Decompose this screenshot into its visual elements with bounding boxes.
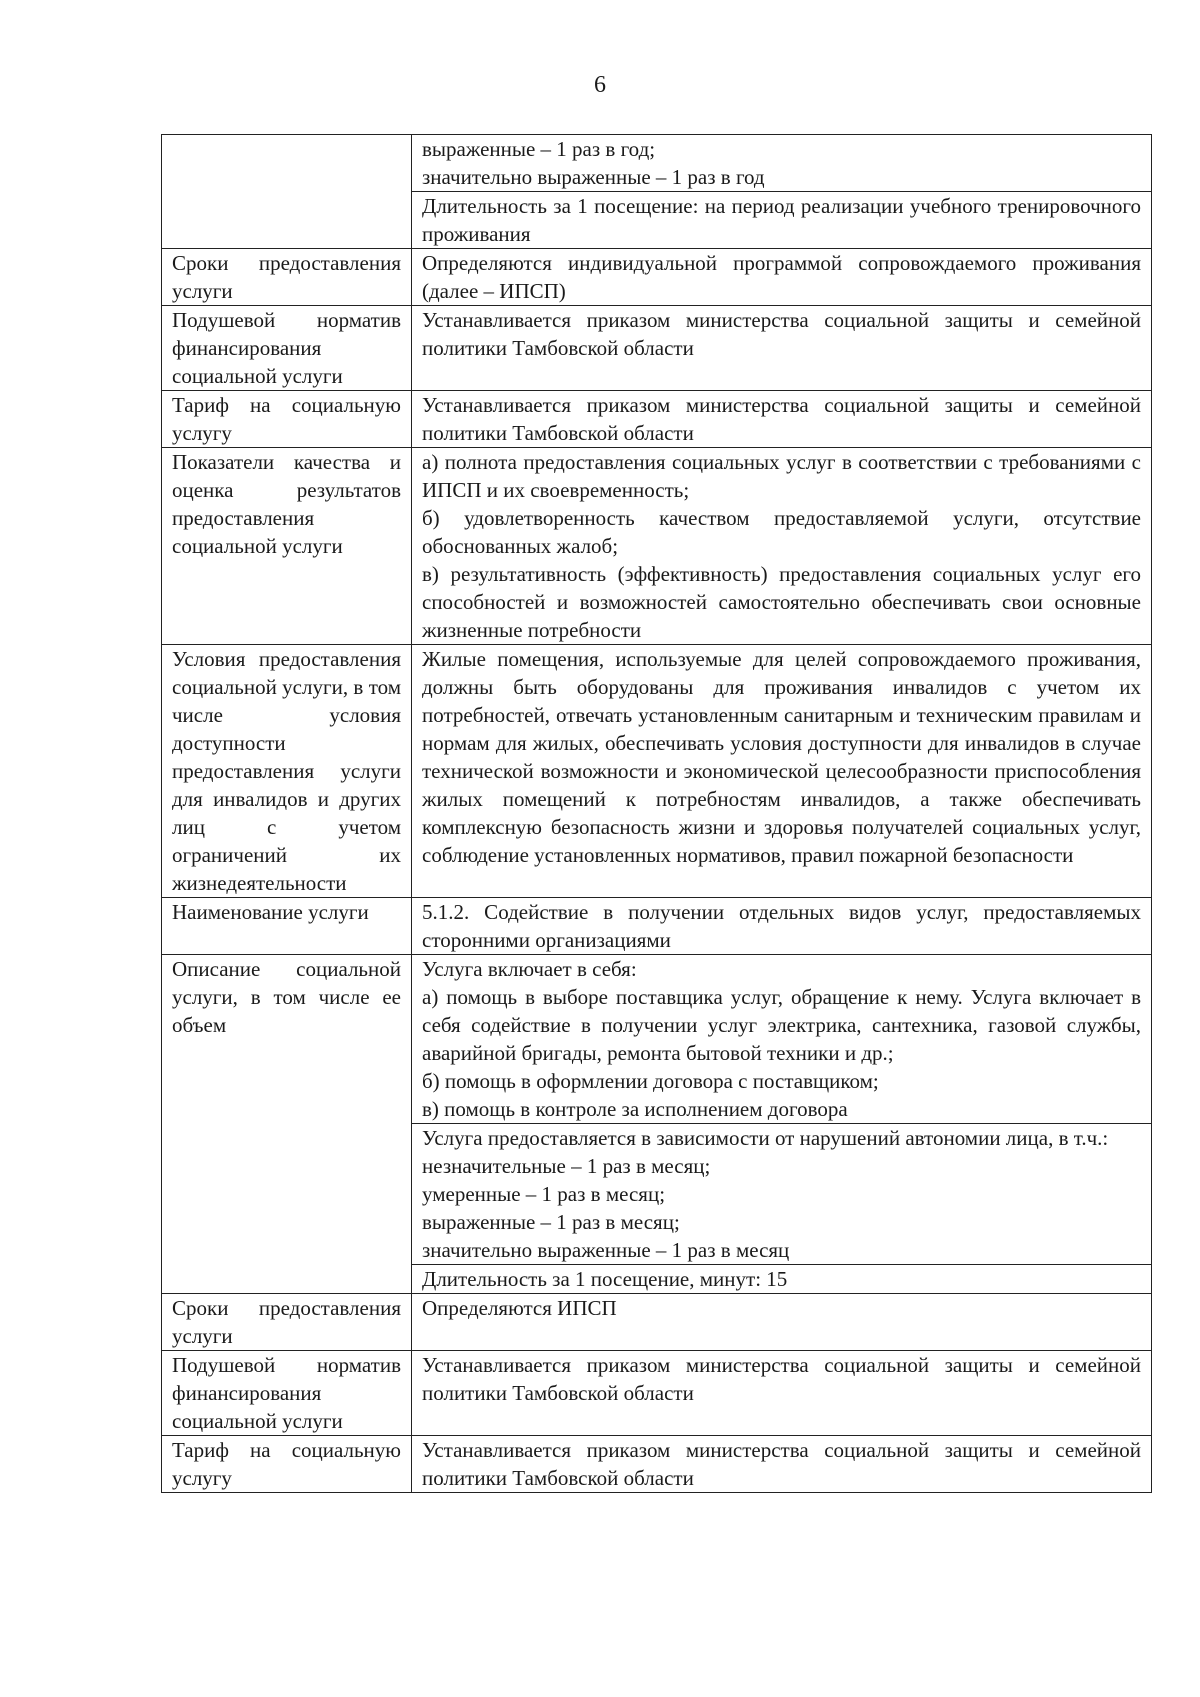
- row-label: Наименование услуги: [162, 898, 412, 955]
- table-row: [162, 955, 1152, 1124]
- row-value: Определяются ИПСП: [412, 1294, 1152, 1351]
- table-row: [162, 306, 1152, 391]
- duration-cell: Длительность за 1 посещение, минут: 15: [412, 1265, 1152, 1294]
- frequency-cell: [412, 135, 1152, 192]
- service-table: [161, 134, 1152, 1493]
- includes-heading: Услуга включает в себя:: [422, 957, 637, 981]
- list-item: а) помощь в выборе поставщика услуг, обращение к нему. Услуга включает в себя содействие в получении услуг электрика, сантехника, газовой службы, аварийной бригады, ремонта бытовой техники и др.;: [422, 985, 1141, 1065]
- frequency-line: значительно выраженные – 1 раз в год: [422, 165, 765, 189]
- table-row: [162, 1436, 1152, 1493]
- list-item: б) удовлетворенность качеством предоставляемой услуги, отсутствие обоснованных жалоб;: [422, 506, 1141, 558]
- row-value: Определяются индивидуальной программой сопровождаемого проживания (далее – ИПСП): [412, 249, 1152, 306]
- row-label: Тариф на социальную услугу: [162, 391, 412, 448]
- page-number: 6: [594, 72, 606, 98]
- row-label: Показатели качества и оценка результатов предоставления социальной услуги: [162, 448, 412, 645]
- table-row: [162, 645, 1152, 898]
- list-item: в) результативность (эффективность) предоставления социальных услуг его способностей и возможностей самостоятельно обеспечивать свои основные жизненные потребности: [422, 562, 1141, 642]
- frequency-line: умеренные – 1 раз в месяц;: [422, 1182, 666, 1206]
- list-item: в) помощь в контроле за исполнением договора: [422, 1097, 848, 1121]
- list-item: б) помощь в оформлении договора с поставщиком;: [422, 1069, 879, 1093]
- table-row: [162, 448, 1152, 645]
- quality-indicators-cell: [412, 448, 1152, 645]
- frequency-cell: [412, 1124, 1152, 1265]
- row-value: Устанавливается приказом министерства социальной защиты и семейной политики Тамбовской области: [412, 1436, 1152, 1493]
- row-label: Условия предоставления социальной услуги, в том числе условия доступности предоставления услуги для инвалидов и других лиц с учетом ограничений их жизнедеятельности: [162, 645, 412, 898]
- table-row: [162, 249, 1152, 306]
- table-row: [162, 135, 1152, 192]
- table-row: [162, 1294, 1152, 1351]
- row-label: Подушевой норматив финансирования социальной услуги: [162, 1351, 412, 1436]
- row-value: Устанавливается приказом министерства социальной защиты и семейной политики Тамбовской области: [412, 306, 1152, 391]
- row-label: Тариф на социальную услугу: [162, 1436, 412, 1493]
- row-label: Сроки предоставления услуги: [162, 249, 412, 306]
- row-value: Устанавливается приказом министерства социальной защиты и семейной политики Тамбовской области: [412, 391, 1152, 448]
- row-value: Устанавливается приказом министерства социальной защиты и семейной политики Тамбовской области: [412, 1351, 1152, 1436]
- frequency-line: незначительные – 1 раз в месяц;: [422, 1154, 711, 1178]
- label-cell-empty: [162, 135, 412, 249]
- row-label: Описание социальной услуги, в том числе ее объем: [162, 955, 412, 1294]
- frequency-line: значительно выраженные – 1 раз в месяц: [422, 1238, 790, 1262]
- frequency-intro: Услуга предоставляется в зависимости от нарушений автономии лица, в т.ч.:: [422, 1126, 1109, 1150]
- list-item: а) полнота предоставления социальных услуг в соответствии с требованиями с ИПСП и их своевременность;: [422, 450, 1141, 502]
- description-cell: [412, 955, 1152, 1124]
- row-value: Жилые помещения, используемые для целей сопровождаемого проживания, должны быть оборудованы для проживания инвалидов с учетом их потребностей, отвечать установленным санитарным и техническим правилам и нормам для жилых, обеспечивать условия доступности для инвалидов в случае технической возможности и экономической целесообразности приспособления жилых помещений к потребностям инвалидов, а также обеспечивать комплексную безопасность жизни и здоровья получателей социальных услуг, соблюдение установленных нормативов, правил пожарной безопасности: [412, 645, 1152, 898]
- table-row: [162, 1351, 1152, 1436]
- frequency-line: выраженные – 1 раз в год;: [422, 137, 656, 161]
- service-name-cell: 5.1.2. Содействие в получении отдельных видов услуг, предоставляемых сторонними организациями: [412, 898, 1152, 955]
- frequency-line: выраженные – 1 раз в месяц;: [422, 1210, 680, 1234]
- row-label: Сроки предоставления услуги: [162, 1294, 412, 1351]
- table-row: [162, 898, 1152, 955]
- duration-cell: Длительность за 1 посещение: на период реализации учебного тренировочного проживания: [412, 192, 1152, 249]
- table-row: [162, 391, 1152, 448]
- row-label: Подушевой норматив финансирования социальной услуги: [162, 306, 412, 391]
